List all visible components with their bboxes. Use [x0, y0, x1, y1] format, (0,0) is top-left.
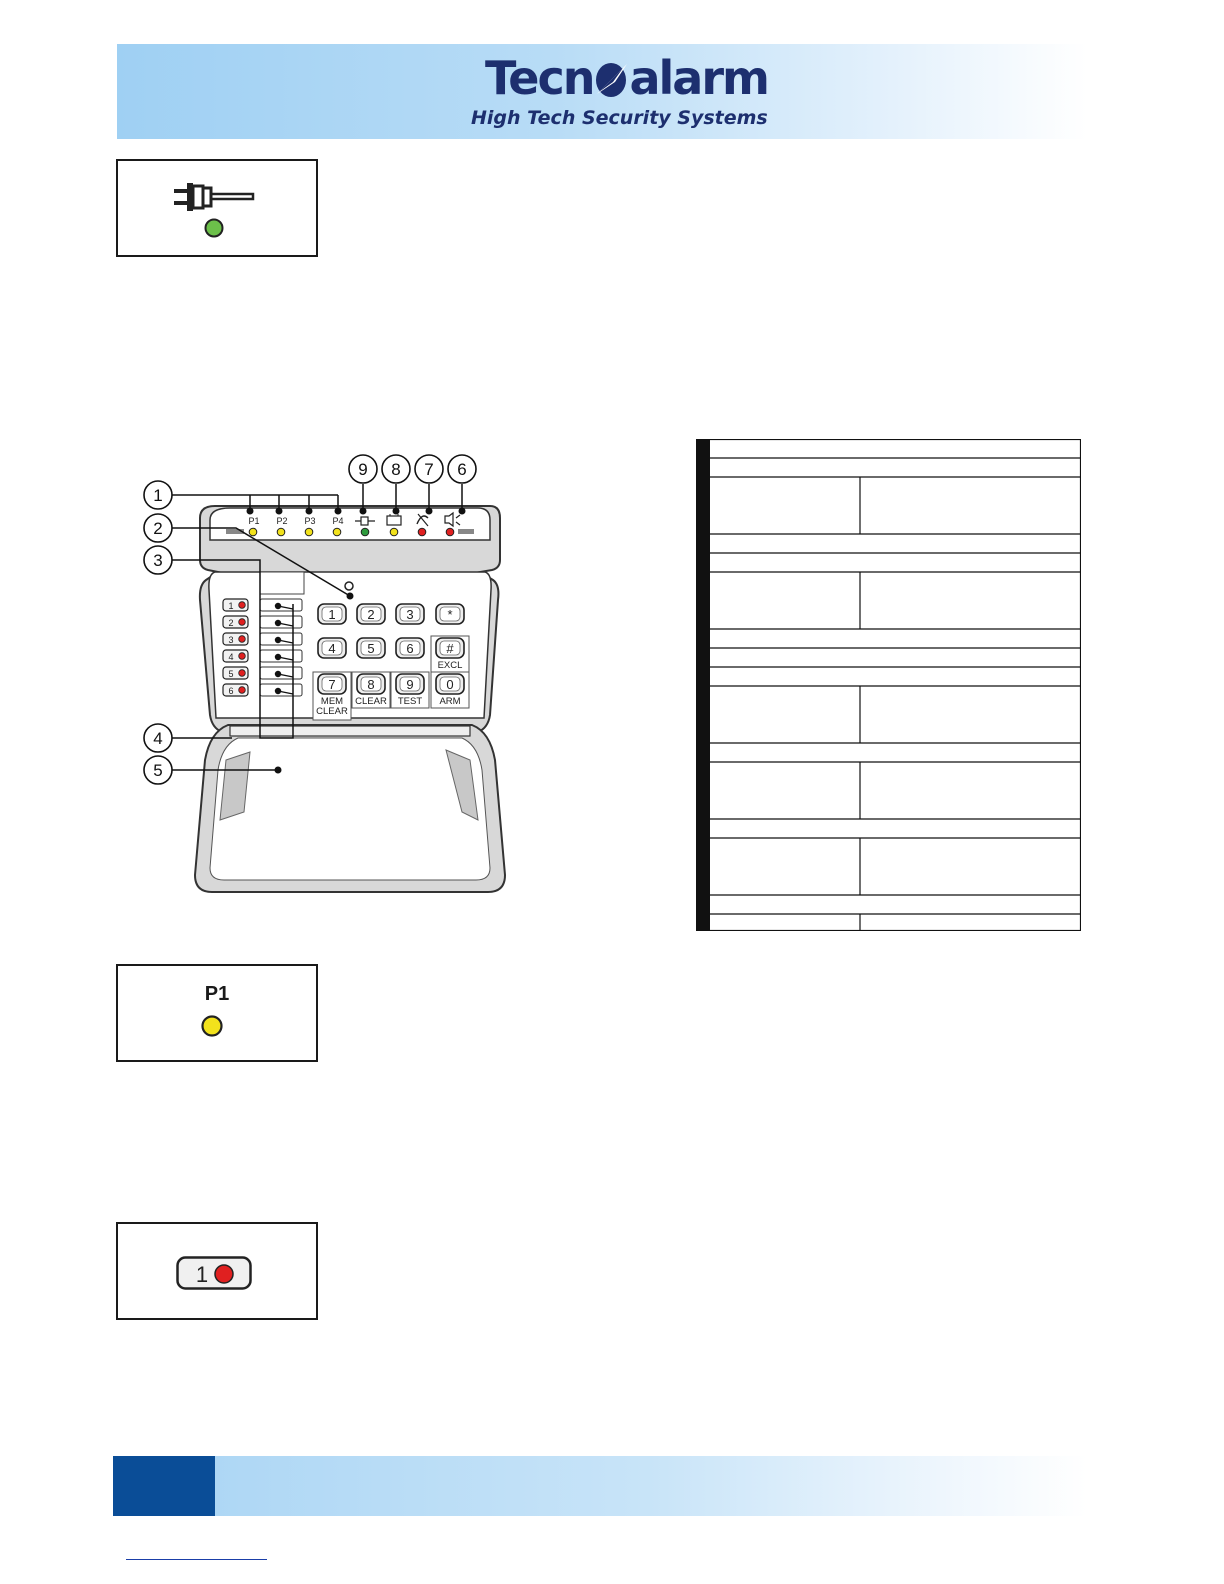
key-label: 4	[328, 641, 336, 656]
key-sublabel: TEST	[397, 696, 423, 707]
key-5[interactable]	[357, 638, 385, 658]
brand-tagline: High Tech Security Systems	[471, 107, 768, 129]
zone-led-badge	[176, 1256, 254, 1292]
callout-4: 4	[153, 729, 163, 748]
callout-1: 1	[153, 486, 163, 505]
key-sublabel: CLEAR	[355, 696, 387, 707]
key-6[interactable]	[396, 638, 424, 658]
key-label: 8	[367, 677, 375, 692]
callout-9: 9	[358, 460, 368, 479]
key-label: 9	[406, 677, 414, 692]
key-label: *	[447, 607, 453, 622]
key-label: 3	[406, 607, 414, 622]
power-led-box	[116, 159, 318, 257]
battery-mini-icon	[387, 514, 401, 525]
brand-name-part1: Tecn	[485, 50, 594, 105]
brand-name-part2: alarm	[629, 50, 768, 105]
footer-page-block	[113, 1456, 215, 1516]
mains-plug-icon	[174, 179, 258, 239]
partition-led	[200, 1014, 226, 1040]
brand-logo	[485, 50, 768, 105]
zone-label-2: 2	[228, 618, 234, 628]
description-table	[696, 439, 1081, 931]
callout-5: 5	[153, 761, 163, 780]
callout-3: 3	[153, 551, 163, 570]
key-label: #	[446, 641, 454, 656]
partition-led-box	[116, 964, 318, 1062]
top-led-6	[418, 528, 426, 536]
key-0[interactable]	[431, 672, 469, 708]
key-label: 0	[446, 677, 454, 692]
zone-label-4: 4	[228, 652, 234, 662]
callout-7: 7	[424, 460, 434, 479]
led-label-p1: P1	[248, 516, 260, 526]
top-led-3	[333, 528, 341, 536]
tecnoalarm-swoosh-icon	[593, 56, 629, 100]
led-label-p3: P3	[304, 516, 316, 526]
partition-label: P1	[204, 983, 230, 1005]
key-label: 6	[406, 641, 414, 656]
footer-band	[113, 1456, 1087, 1516]
callout-6: 6	[457, 460, 467, 479]
table-left-bar	[696, 439, 710, 931]
top-led-0	[249, 528, 257, 536]
zone-label-1: 1	[228, 601, 234, 611]
key-4[interactable]	[318, 638, 346, 658]
footer-link-underline	[126, 1559, 267, 1560]
key-sublabel: EXCL	[437, 660, 463, 671]
power-led	[206, 220, 223, 237]
keypad-diagram	[130, 450, 530, 900]
key-sublabel: MEM	[320, 696, 344, 707]
top-led-2	[305, 528, 313, 536]
callout-2: 2	[153, 519, 163, 538]
top-led-5	[390, 528, 398, 536]
callout-8: 8	[391, 460, 401, 479]
key-7[interactable]	[313, 672, 351, 720]
key-sublabel: CLEAR	[316, 706, 348, 717]
zone-label-3: 3	[228, 635, 234, 645]
key-8[interactable]	[352, 672, 390, 708]
top-led-7	[446, 528, 454, 536]
key-2[interactable]	[357, 604, 385, 624]
top-led-4	[361, 528, 369, 536]
key-star[interactable]	[436, 604, 464, 624]
zone-label-6: 6	[228, 686, 234, 696]
key-3[interactable]	[396, 604, 424, 624]
led-label-p2: P2	[276, 516, 288, 526]
key-label: 5	[367, 641, 375, 656]
key-label: 1	[328, 607, 336, 622]
zone-number: 1	[195, 1262, 209, 1287]
key-hash[interactable]	[431, 636, 469, 672]
key-9[interactable]	[391, 672, 429, 708]
led-label-p4: P4	[332, 516, 344, 526]
key-label: 2	[367, 607, 375, 622]
key-1[interactable]	[318, 604, 346, 624]
key-sublabel: ARM	[439, 696, 461, 707]
key-label: 7	[328, 677, 336, 692]
zone-label-5: 5	[228, 669, 234, 679]
top-led-1	[277, 528, 285, 536]
zone-led-box	[116, 1222, 318, 1320]
